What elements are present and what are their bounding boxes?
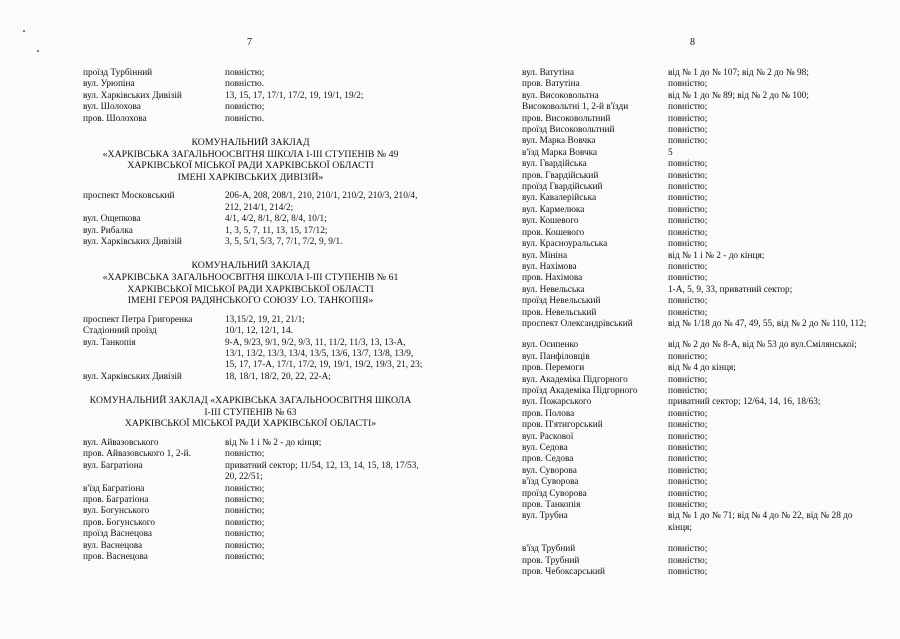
- address-row: [522, 68, 872, 79]
- address-row: [522, 454, 872, 465]
- street-name: вул. Багратіона: [83, 460, 143, 471]
- street-name: пров. Трубний: [522, 555, 580, 566]
- house-numbers: 4/1, 4/2, 8/1, 8/2, 8/4, 10/1;: [225, 214, 327, 225]
- street-name: в'їзд Трубний: [522, 544, 576, 555]
- house-numbers: повністю;: [668, 555, 708, 566]
- right-page: [522, 68, 872, 578]
- address-row: [522, 159, 872, 170]
- house-numbers: 13,15/2, 19, 21, 21/1;: [225, 314, 305, 325]
- house-numbers: повністю;: [225, 483, 265, 494]
- house-numbers: повністю;: [225, 552, 265, 563]
- house-numbers: повністю;: [668, 79, 708, 90]
- street-name: пров. Седова: [522, 454, 574, 465]
- street-name: вул. Кавалерійська: [522, 193, 597, 204]
- house-numbers: 1, 3, 5, 7, 11, 13, 15, 17/12;: [225, 225, 328, 236]
- street-name: вул. Седова: [522, 443, 568, 453]
- address-row: [522, 262, 872, 273]
- street-name: пров. Чебоксарський: [522, 567, 605, 578]
- heading-line: КОМУНАЛЬНИЙ ЗАКЛАД «ХАРКІВСЬКА ЗАГАЛЬНООСВІТНЯ ШКОЛА: [89, 395, 412, 407]
- address-row: [83, 326, 423, 337]
- address-row: [83, 237, 423, 248]
- house-numbers: повністю;: [668, 500, 708, 511]
- page-number-right: 8: [690, 37, 695, 48]
- page-number-left: 7: [247, 37, 252, 48]
- house-numbers: повністю;: [668, 544, 708, 555]
- street-name: вул. Гвардійська: [522, 159, 587, 170]
- house-numbers: повністю;: [668, 216, 708, 227]
- street-name: пров. Ватутіна: [522, 79, 580, 90]
- street-name: вул. Високовольтна: [522, 90, 599, 101]
- address-row: [522, 205, 872, 216]
- house-numbers: від № 1 до № 89; від № 2 до № 100;: [668, 90, 809, 101]
- house-numbers: повністю;: [225, 495, 265, 506]
- address-row: [83, 91, 423, 102]
- house-numbers: 13, 15, 17, 17/1, 17/2, 19, 19/1, 19/2;: [225, 90, 364, 101]
- house-numbers: повністю;: [668, 136, 708, 147]
- street-name: проїзд Гвардійський: [522, 182, 603, 193]
- house-numbers: повністю;: [668, 102, 708, 113]
- address-row: [522, 239, 872, 250]
- street-name: пров. Невельський: [522, 307, 597, 318]
- address-row: [522, 285, 872, 296]
- address-row: [522, 567, 872, 578]
- address-row: [522, 363, 872, 374]
- heading-line: «ХАРКІВСЬКА ЗАГАЛЬНООСВІТНЯ ШКОЛА І-ІІІ СТУПЕНІВ № 49: [102, 148, 399, 160]
- address-row: [522, 443, 872, 454]
- street-name: вул. Харківських Дивізій: [83, 90, 182, 101]
- street-name: Стадіонний проїзд: [83, 326, 157, 337]
- heading-line: ІМЕНІ ГЕРОЯ РАДЯНСЬКОГО СОЮЗУ І.О. ТАНКОПІЯ»: [127, 295, 374, 307]
- address-row: [522, 102, 872, 113]
- heading-line: І-ІІІ СТУПЕНІВ № 63: [204, 406, 297, 418]
- house-numbers: повністю;: [668, 204, 708, 215]
- street-name: вул. Кошевого: [522, 216, 579, 227]
- school-63-heading: [83, 395, 418, 430]
- address-row: [522, 171, 872, 182]
- street-name: вул. Нахімова: [522, 261, 577, 272]
- house-numbers: 1-А, 5, 9, 33, приватний сектор;: [668, 284, 793, 295]
- street-name: вул. Академіка Підгорного: [522, 374, 628, 385]
- house-numbers: повністю;: [668, 113, 708, 124]
- house-numbers: повністю;: [668, 261, 708, 272]
- left-page: [83, 68, 423, 564]
- address-row: [83, 518, 423, 529]
- address-row: [83, 372, 423, 383]
- address-row: [83, 315, 423, 326]
- street-name: пров. Васнецова: [83, 552, 148, 563]
- house-numbers: повністю;: [668, 420, 708, 431]
- street-name: в'їзд Багратіона: [83, 483, 145, 494]
- address-row: [83, 506, 423, 517]
- address-row: [83, 114, 423, 125]
- street-name: вул. Богунського: [83, 506, 150, 517]
- heading-line: ІМЕНІ ХАРКІВСЬКИХ ДИВІЗІЙ»: [177, 171, 324, 183]
- street-name: вул. Айвазовського: [83, 438, 159, 449]
- street-name: вул. Трубна: [522, 511, 568, 522]
- house-numbers: повністю;: [668, 239, 708, 250]
- address-row: [522, 352, 872, 363]
- right-list: [522, 68, 872, 578]
- house-numbers: 206-А, 208, 208/1, 210, 210/1, 210/2, 210/3, 210/4, 212, 214/1, 214/2;: [225, 191, 418, 213]
- address-row: [522, 466, 872, 477]
- street-name: вул. Кармелюка: [522, 204, 585, 215]
- school-61-heading: [83, 260, 418, 306]
- street-name: вул. Суворова: [522, 465, 577, 476]
- address-row: [522, 432, 872, 443]
- house-numbers: повністю;: [225, 506, 265, 517]
- address-row: [522, 136, 872, 147]
- address-row: [522, 340, 872, 351]
- address-row: [83, 552, 423, 563]
- house-numbers: повністю;: [668, 477, 708, 488]
- address-row: [522, 228, 872, 239]
- school-63-list: [83, 438, 423, 563]
- street-name: проїзд Академіка Підгорного: [522, 385, 638, 396]
- street-name: пров. Айвазовського 1, 2-й.: [83, 449, 191, 460]
- address-row: [83, 438, 423, 449]
- house-numbers: повністю;: [668, 567, 708, 578]
- address-row: [522, 148, 872, 159]
- street-name: проспект Московський: [83, 191, 175, 202]
- school-61-list: [83, 315, 423, 383]
- street-name: проїзд Високовольтний: [522, 125, 615, 136]
- street-name: проспект Олександрівський: [522, 318, 633, 329]
- house-numbers: 9-А, 9/23, 9/1, 9/2, 9/3, 11, 11/2, 11/3, 13, 13-А, 13/1, 13/2, 13/3, 13/4, 13/5, 13/6, 13/7, 13/8, 13/9, 15, 17, 17-А, 17/1, 17/2, 19, 19/1, 19/2, 19/3, 21, 23;: [225, 337, 423, 371]
- street-name: проїзд Невельський: [522, 296, 601, 307]
- street-name: пров. Багратіона: [83, 495, 149, 506]
- house-numbers: повністю;: [668, 431, 708, 442]
- house-numbers: від № 4 до кінця;: [668, 363, 736, 374]
- street-name: вул. Харківських Дивізій: [83, 237, 182, 248]
- scan-speck: [37, 50, 39, 52]
- house-numbers: повністю;: [225, 517, 265, 528]
- house-numbers: повністю;: [668, 374, 708, 385]
- street-name: проїзд Васнецова: [83, 529, 152, 540]
- address-row: [83, 529, 423, 540]
- street-name: в'їзд Суворова: [522, 477, 579, 488]
- house-numbers: повністю;: [668, 193, 708, 204]
- street-name: Високовольтні 1, 2-й в'їзди: [522, 102, 629, 113]
- street-name: вул. Васнецова: [83, 540, 143, 551]
- heading-line: КОМУНАЛЬНИЙ ЗАКЛАД: [191, 137, 310, 149]
- house-numbers: 3, 5, 5/1, 5/3, 7, 7/1, 7/2, 9, 9/1.: [225, 237, 343, 248]
- street-name: пров. Високовольтний: [522, 113, 611, 124]
- address-row: [83, 214, 423, 225]
- house-numbers: повністю;: [668, 351, 708, 362]
- address-row: [522, 193, 872, 204]
- street-name: вул. Раскової: [522, 431, 574, 442]
- street-name: вул. Марка Вовчка: [522, 136, 596, 147]
- heading-line: ХАРКІВСЬКОЇ МІСЬКОЇ РАДИ ХАРКІВСЬКОЇ ОБЛАСТІ: [127, 160, 374, 172]
- house-numbers: 18, 18/1, 18/2, 20, 22, 22-А;: [225, 371, 331, 382]
- address-row: [522, 182, 872, 193]
- house-numbers: повністю;: [668, 443, 708, 453]
- street-name: пров. П'ятигорський: [522, 420, 603, 431]
- heading-line: ХАРКІВСЬКОЇ МІСЬКОЇ РАДИ ХАРКІВСЬКОЇ ОБЛАСТІ: [127, 283, 374, 295]
- street-name: пров. Гвардійський: [522, 170, 599, 181]
- house-numbers: повністю;: [668, 454, 708, 465]
- street-name: вул. Ощепкова: [83, 214, 141, 225]
- heading-line: ХАРКІВСЬКОЇ МІСЬКОЇ РАДИ ХАРКІВСЬКОЇ ОБЛАСТІ»: [124, 418, 377, 430]
- house-numbers: повністю;: [668, 385, 708, 396]
- street-name: пров. Нахімова: [522, 273, 583, 284]
- heading-line: «ХАРКІВСЬКА ЗАГАЛЬНООСВІТНЯ ШКОЛА І-ІІІ СТУПЕНІВ № 61: [102, 272, 399, 284]
- address-row: [522, 91, 872, 102]
- house-numbers: від № 1 до № 71; від № 4 до № 22, від № 28 до кінця;: [668, 511, 853, 533]
- address-row: [522, 114, 872, 125]
- street-name: вул. Харківських Дивізій: [83, 371, 182, 382]
- scan-speck: [23, 30, 25, 32]
- address-row: [83, 191, 423, 214]
- address-row: [83, 484, 423, 495]
- school-49-list: [83, 191, 423, 248]
- address-row: [522, 308, 872, 319]
- house-numbers: повністю;: [668, 408, 708, 419]
- house-numbers: повністю;: [668, 159, 708, 170]
- street-name: вул. Рибалка: [83, 225, 133, 236]
- address-row: [522, 79, 872, 90]
- house-numbers: 5: [668, 147, 673, 158]
- block0-list: [83, 68, 423, 125]
- address-row: [522, 386, 872, 397]
- street-name: вул. Невельська: [522, 284, 585, 295]
- street-name: проїзд Суворова: [522, 488, 587, 499]
- street-name: пров. Шолохова: [83, 113, 147, 124]
- address-row: [522, 273, 872, 284]
- house-numbers: повністю;: [668, 125, 708, 136]
- house-numbers: повністю;: [225, 449, 265, 460]
- street-name: пров. Богунського: [83, 517, 156, 528]
- street-name: пров. Перемоги: [522, 363, 585, 374]
- address-row: [522, 544, 872, 555]
- street-name: пров. Кошевого: [522, 227, 585, 238]
- spacer: [522, 330, 872, 340]
- address-row: [83, 541, 423, 552]
- house-numbers: повністю;: [668, 307, 708, 318]
- street-name: вул. Осипенко: [522, 340, 579, 351]
- address-row: [83, 338, 423, 372]
- address-row: [522, 556, 872, 567]
- house-numbers: повністю;: [225, 529, 265, 540]
- street-name: вул. Танкопія: [83, 337, 136, 348]
- street-name: вул. Ватутіна: [522, 68, 575, 78]
- address-row: [83, 495, 423, 506]
- heading-line: КОМУНАЛЬНИЙ ЗАКЛАД: [191, 260, 310, 272]
- house-numbers: повністю;: [668, 273, 708, 284]
- house-numbers: повністю;: [668, 227, 708, 238]
- address-row: [522, 296, 872, 307]
- address-row: [522, 489, 872, 500]
- house-numbers: приватний сектор; 12/64, 14, 16, 18/63;: [668, 397, 821, 408]
- house-numbers: приватний сектор; 11/54, 12, 13, 14, 15, 18, 17/53, 20, 22/51;: [225, 460, 419, 483]
- address-row: [83, 102, 423, 113]
- street-name: вул. Шолохова: [83, 102, 141, 113]
- house-numbers: 10/1, 12, 12/1, 14.: [225, 326, 293, 337]
- address-row: [522, 397, 872, 408]
- house-numbers: повністю;: [668, 182, 708, 193]
- school-49-heading: [83, 137, 418, 183]
- street-name: проспект Петра Григоренка: [83, 314, 193, 325]
- address-row: [522, 511, 872, 534]
- address-row: [522, 125, 872, 136]
- address-row: [83, 449, 423, 460]
- address-row: [83, 226, 423, 237]
- house-numbers: від № 1 і № 2 - до кінця;: [225, 438, 322, 449]
- house-numbers: повністю;: [225, 540, 265, 551]
- street-name: в'їзд Марка Вовчка: [522, 147, 598, 158]
- street-name: проїзд Турбінний: [83, 68, 153, 78]
- house-numbers: повністю;: [225, 102, 265, 113]
- address-row: [83, 79, 423, 90]
- address-row: [522, 409, 872, 420]
- house-numbers: від № 1 до № 107; від № 2 до № 98;: [668, 68, 809, 78]
- street-name: вул. Мініна: [522, 250, 568, 261]
- house-numbers: повністю;: [225, 68, 265, 78]
- street-name: вул. Урюпіна: [83, 79, 135, 90]
- street-name: пров. Танкопія: [522, 500, 581, 511]
- street-name: вул. Пожарського: [522, 397, 592, 408]
- house-numbers: від № 1 і № 2 - до кінця;: [668, 250, 765, 261]
- address-row: [522, 216, 872, 227]
- house-numbers: повністю;: [668, 296, 708, 307]
- street-name: вул. Красноуральська: [522, 239, 608, 250]
- house-numbers: повністю;: [668, 170, 708, 181]
- house-numbers: від № 2 до № 8-А, від № 53 до вул.Смілянської;: [668, 340, 857, 351]
- house-numbers: повністю;: [668, 488, 708, 499]
- address-row: [522, 500, 872, 511]
- address-row: [522, 251, 872, 262]
- address-row: [522, 375, 872, 386]
- address-row: [522, 319, 872, 330]
- house-numbers: повністю.: [225, 113, 265, 124]
- address-row: [522, 477, 872, 488]
- house-numbers: повністю.: [225, 79, 265, 90]
- address-row: [83, 461, 423, 484]
- address-row: [522, 420, 872, 431]
- address-row: [83, 68, 423, 79]
- street-name: вул. Панфіловців: [522, 351, 590, 362]
- spacer: [522, 534, 872, 544]
- house-numbers: від № 1/18 до № 47, 49, 55, від № 2 до № 110, 112;: [668, 318, 867, 329]
- house-numbers: повністю;: [668, 465, 708, 476]
- street-name: пров. Полова: [522, 408, 575, 419]
